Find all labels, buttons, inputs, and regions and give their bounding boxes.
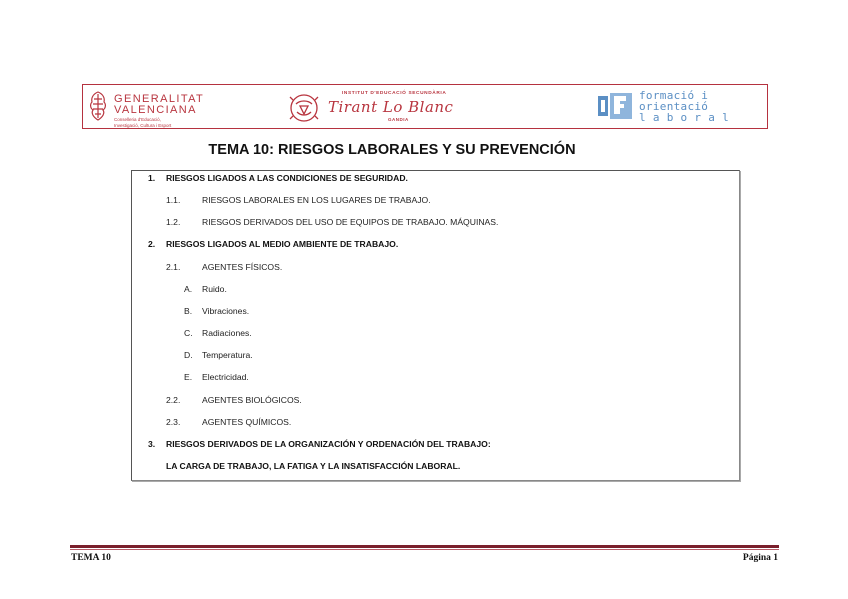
header-banner [82,84,768,129]
contents-item-text: Temperatura. [202,350,253,360]
contents-item-text: RIESGOS DERIVADOS DE LA ORGANIZACIÓN Y ORDENACIÓN DEL TRABAJO: [166,439,491,449]
contents-box [131,170,740,481]
contents-item [132,372,732,384]
fol-mark-icon [597,92,633,120]
school-name: Tirant Lo Blanc [328,98,454,116]
contents-item-number: 2.2. [166,395,181,405]
contents-item-number: 1.2. [166,217,181,227]
contents-item-text: AGENTES QUÍMICOS. [202,417,292,427]
contents-item [132,195,732,207]
contents-item-number: 2.3. [166,417,181,427]
footer-topic: TEMA 10 [71,553,111,563]
contents-item [132,417,732,429]
contents-item-text: Vibraciones. [202,306,250,316]
contents-item-number: 2. [148,239,156,249]
contents-item-text: RIESGOS LIGADOS AL MEDIO AMBIENTE DE TRABAJO. [166,239,399,249]
contents-item [132,173,732,185]
contents-item-number: B. [184,306,193,316]
contents-item [132,461,732,473]
contents-item-text: Electricidad. [202,372,249,382]
page-title [0,142,848,158]
contents-item-number: 1.1. [166,195,181,205]
contents-item [132,217,732,229]
contents-item [132,239,732,251]
contents-item [132,328,732,340]
contents-item-number: A. [184,284,193,294]
contents-item-text: LA CARGA DE TRABAJO, LA FATIGA Y LA INSATISFACCIÓN LABORAL. [166,461,461,471]
generalitat-line2: VALENCIANA [114,104,197,116]
contents-item [132,306,732,318]
contents-item-number: 2.1. [166,262,181,272]
conselleria-line2: Investigació, Cultura i Esport [114,123,172,128]
contents-item [132,262,732,274]
fol-line1: formació i [639,89,709,102]
contents-item-text: RIESGOS LABORALES EN LOS LUGARES DE TRABAJO. [202,195,431,205]
contents-item [132,395,732,407]
fol-line3: l a b o r a l [639,111,729,124]
contents-item [132,350,732,362]
generalitat-line1: GENERALITAT [114,93,205,105]
school-seal-icon [288,92,320,124]
contents-item-text: AGENTES BIOLÓGICOS. [202,395,302,405]
school-logo [288,88,483,126]
contents-item-number: 3. [148,439,156,449]
generalitat-emblem-icon [87,90,109,122]
contents-item-number: C. [184,328,193,338]
contents-item-text: RIESGOS LIGADOS A LAS CONDICIONES DE SEGURIDAD. [166,173,408,183]
contents-item-number: E. [184,372,193,382]
contents-item-text: RIESGOS DERIVADOS DEL USO DE EQUIPOS DE TRABAJO. MÁQUINAS. [202,217,499,227]
footer-rule [70,545,779,548]
fol-line2: orientació [639,100,709,113]
contents-item [132,284,732,296]
conselleria-line1: Conselleria d'Educació, [114,117,161,122]
school-type: INSTITUT D'EDUCACIÓ SECUNDÀRIA [342,91,447,96]
school-city: GANDIA [388,117,409,122]
fol-logo [597,88,767,126]
footer-rule-secondary [70,549,779,550]
contents-item-text: AGENTES FÍSICOS. [202,262,283,272]
contents-item-text: Radiaciones. [202,328,252,338]
contents-item-text: Ruido. [202,284,227,294]
generalitat-logo [87,88,237,126]
contents-item [132,439,732,451]
footer-page-number: Página 1 [742,553,778,563]
contents-item-number: 1. [148,173,156,183]
contents-item-number: D. [184,350,193,360]
page-title-text: TEMA 10: RIESGOS LABORALES Y SU PREVENCIÓN [208,142,576,158]
